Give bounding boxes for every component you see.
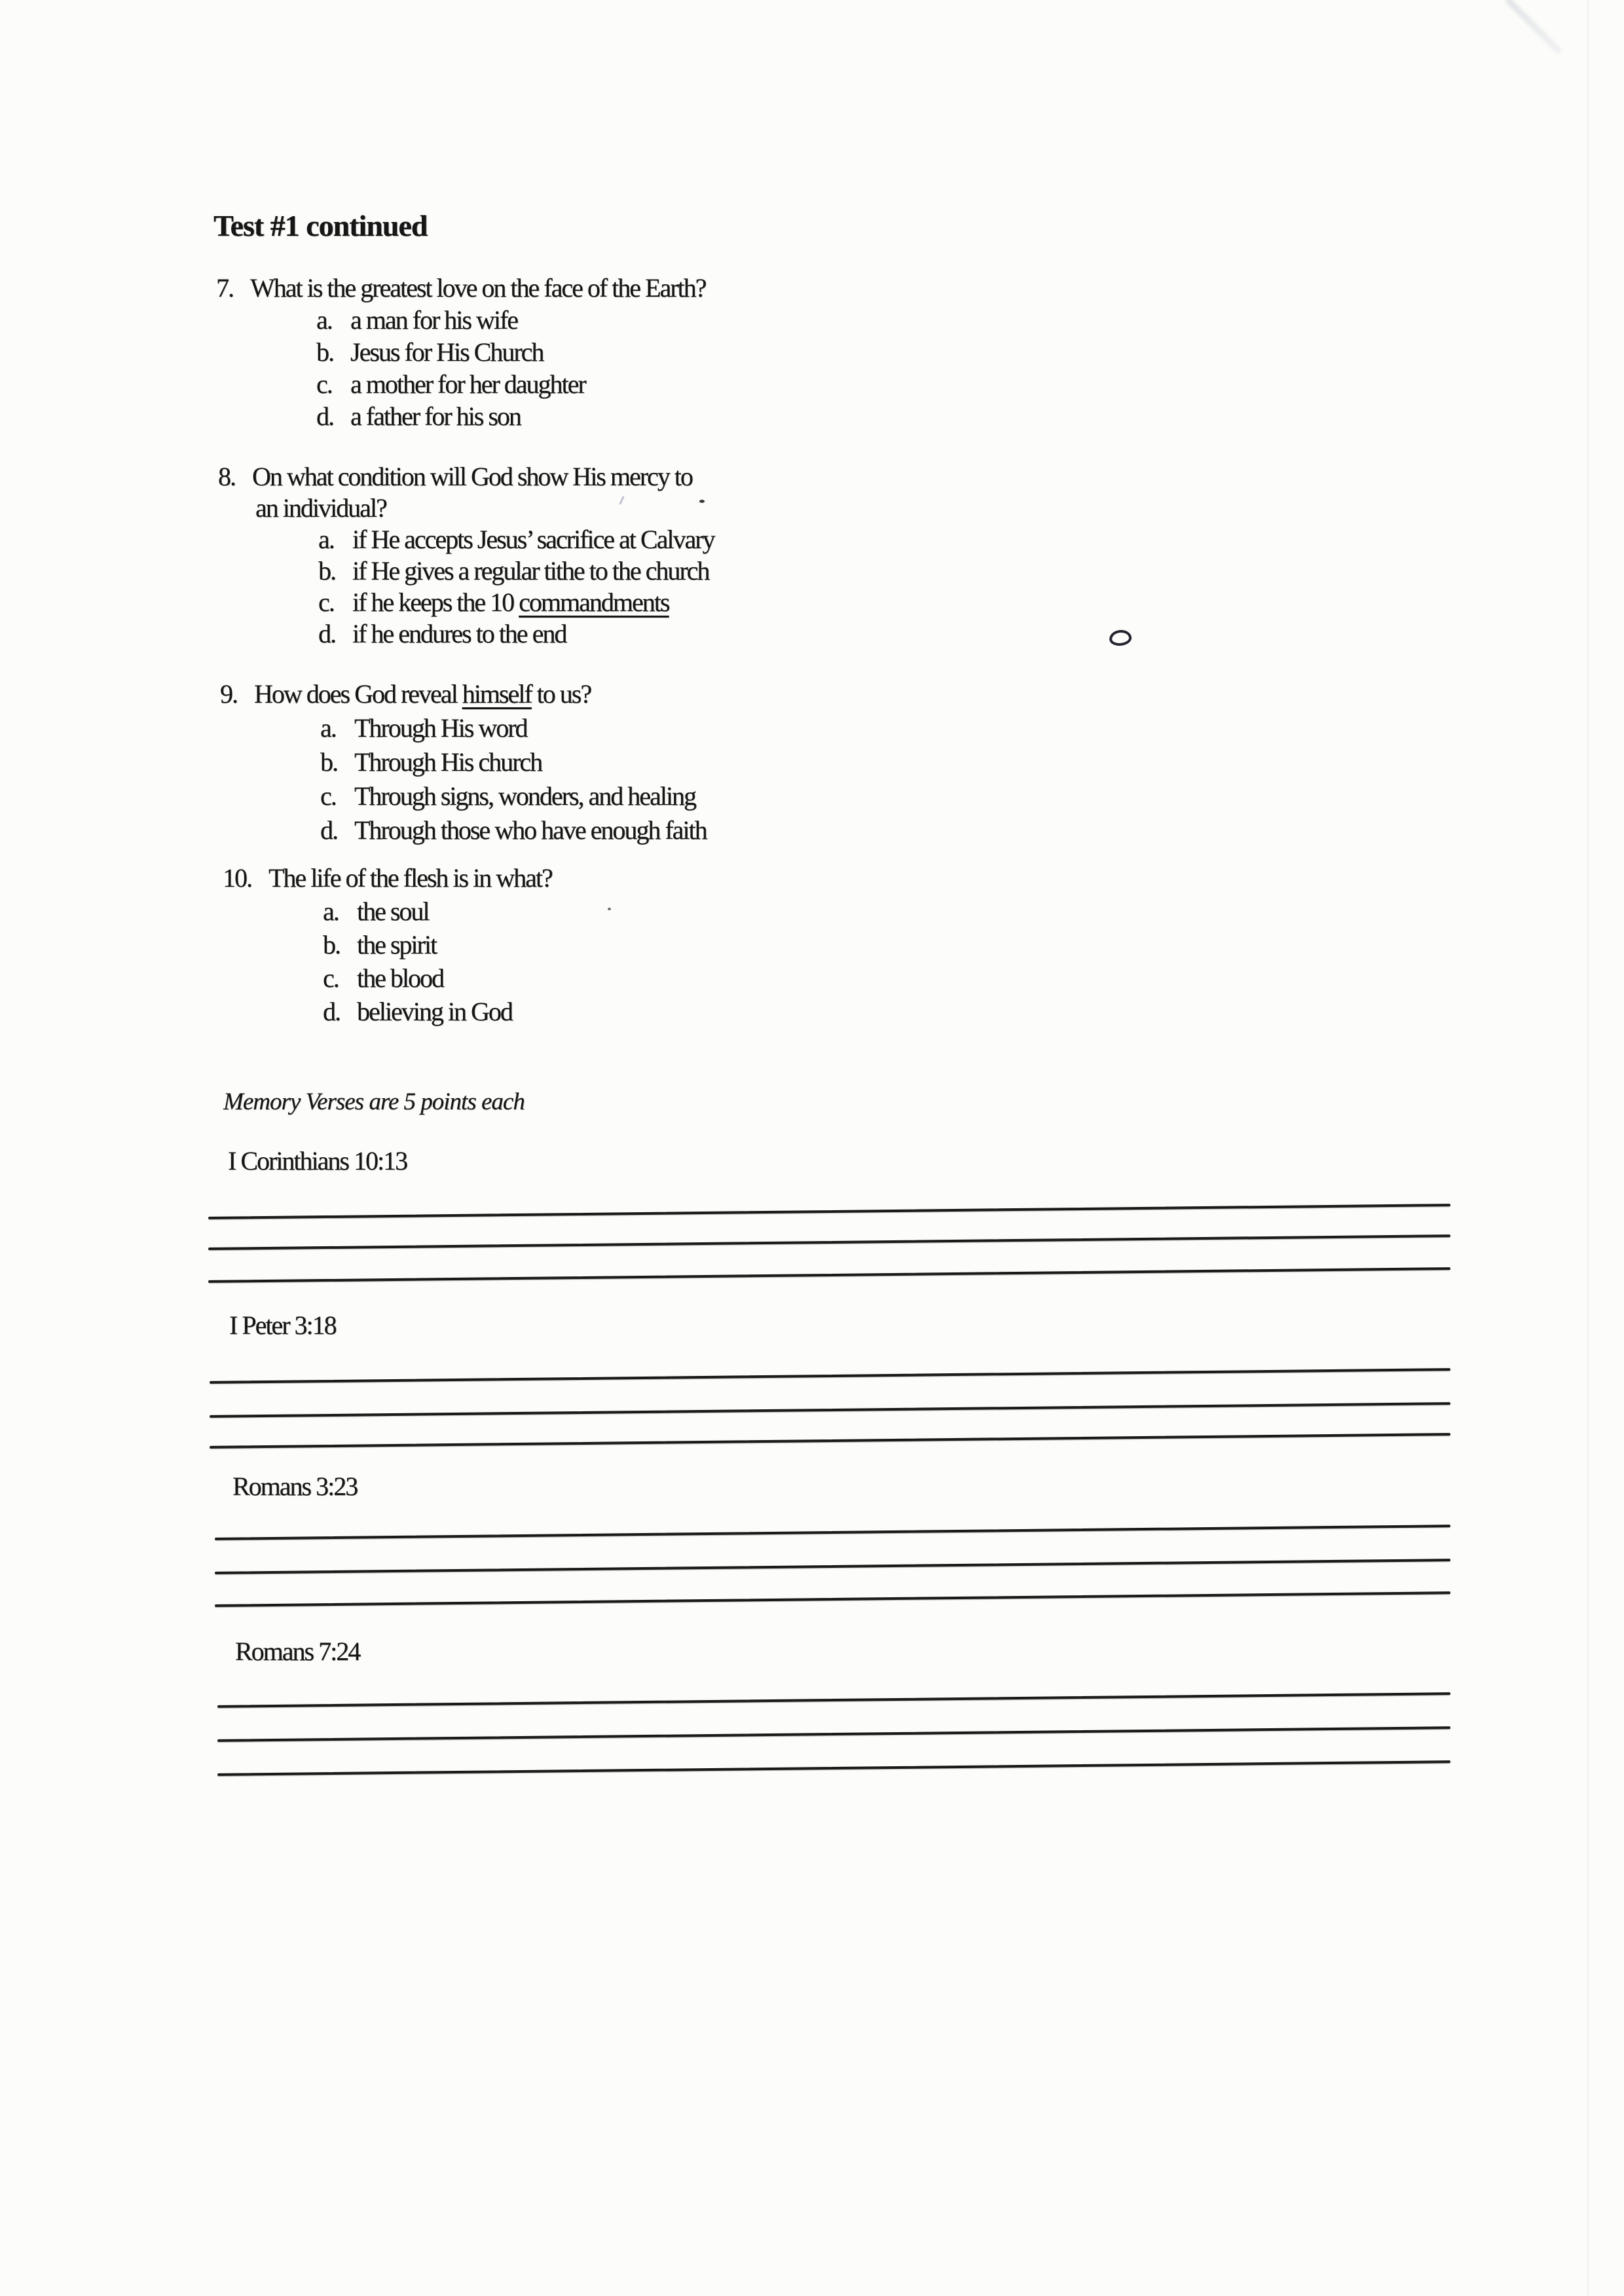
option-letter: a. (316, 305, 332, 335)
option-row (316, 304, 705, 336)
option-text: if he keeps the 10 commandments (352, 587, 669, 617)
answer-line (210, 1402, 1450, 1418)
page-title: Test #1 continued (213, 209, 428, 242)
option-letter: b. (323, 930, 340, 959)
question-block-7 (216, 272, 705, 432)
option-row (323, 895, 552, 928)
option-row (323, 995, 552, 1028)
option-text: Through His church (354, 747, 542, 777)
option-row (320, 745, 707, 779)
option-letter: d. (320, 815, 337, 845)
option-row (316, 336, 705, 368)
option-row (316, 400, 705, 432)
memory-verses-note: Memory Verses are 5 points each (223, 1088, 525, 1115)
option-letter: b. (316, 337, 333, 367)
question-line (223, 861, 552, 895)
option-row (316, 368, 705, 400)
answer-line (217, 1760, 1450, 1776)
question-block-10 (223, 861, 552, 1028)
question-number: 8. (218, 462, 235, 491)
answer-line (210, 1368, 1450, 1384)
option-letter: d. (323, 997, 340, 1026)
question-block-8 (218, 461, 714, 650)
option-row (320, 779, 707, 813)
underlined-word: himself (462, 679, 532, 709)
question-text: On what condition will God show His mercy to (252, 462, 692, 491)
scan-artifact-speck (608, 908, 611, 910)
answer-line (217, 1692, 1450, 1708)
option-row (318, 555, 714, 587)
scan-artifact-speck (699, 500, 705, 503)
option-text: the blood (357, 963, 443, 993)
question-line-2 (255, 492, 714, 524)
verse-reference-1-corinthians-10-13: I Corinthians 10:13 (228, 1146, 407, 1176)
option-letter: a. (318, 525, 334, 554)
option-letter: d. (318, 619, 335, 648)
answer-line (208, 1204, 1450, 1219)
question-text: The life of the flesh is in what? (268, 863, 552, 893)
option-text: Through signs, wonders, and healing (354, 781, 696, 811)
option-letter: a. (320, 713, 336, 743)
option-row (323, 928, 552, 961)
underlined-word: commandments (519, 587, 669, 617)
verse-reference-1-peter-3-18: I Peter 3:18 (229, 1310, 336, 1340)
verse-reference-romans-3-23: Romans 3:23 (232, 1472, 358, 1501)
option-text: Jesus for His Church (350, 337, 544, 367)
answer-line (215, 1591, 1450, 1607)
question-number: 9. (220, 679, 237, 709)
answer-line (208, 1234, 1450, 1250)
scan-artifact-edge-line (1587, 0, 1589, 2296)
option-text: Through those who have enough faith (354, 815, 707, 845)
option-letter: c. (320, 781, 336, 811)
option-letter: b. (318, 556, 335, 585)
option-letter: b. (320, 747, 337, 777)
question-line (218, 461, 714, 492)
scan-artifact-corner-smudge (1505, 0, 1562, 55)
option-text: a man for his wife (350, 305, 518, 335)
answer-line (210, 1433, 1450, 1449)
question-block-9 (220, 677, 707, 847)
option-text: a father for his son (350, 401, 521, 431)
option-row (323, 961, 552, 995)
question-line (220, 677, 707, 711)
option-row (320, 813, 707, 847)
answer-line (215, 1559, 1450, 1574)
answer-line (215, 1525, 1450, 1540)
option-letter: c. (323, 963, 339, 993)
option-text: if He accepts Jesus’ sacrifice at Calvary (352, 525, 714, 554)
verse-reference-romans-7-24: Romans 7:24 (235, 1637, 360, 1666)
option-row (320, 711, 707, 745)
question-number: 10. (223, 863, 251, 893)
question-number: 7. (216, 273, 233, 303)
option-text: the soul (357, 897, 429, 926)
answer-line (217, 1726, 1450, 1742)
option-text: Through His word (354, 713, 527, 743)
option-letter: c. (318, 587, 334, 617)
option-text: believing in God (357, 997, 512, 1026)
option-letter: d. (316, 401, 333, 431)
option-text: the spirit (357, 930, 437, 959)
option-text: a mother for her daughter (350, 369, 585, 399)
option-row (318, 618, 714, 650)
question-text: an individual? (255, 493, 386, 523)
question-line (216, 272, 705, 304)
option-text: if He gives a regular tithe to the church (352, 556, 709, 585)
scan-artifact-ink-blob (1109, 629, 1132, 646)
answer-line (208, 1267, 1450, 1283)
option-row (318, 524, 714, 555)
option-row (318, 587, 714, 618)
option-text: if he endures to the end (352, 619, 566, 648)
question-text: How does God reveal himself to us? (254, 679, 591, 709)
option-letter: a. (323, 897, 339, 926)
question-text: What is the greatest love on the face of the Earth? (250, 273, 706, 303)
option-letter: c. (316, 369, 332, 399)
